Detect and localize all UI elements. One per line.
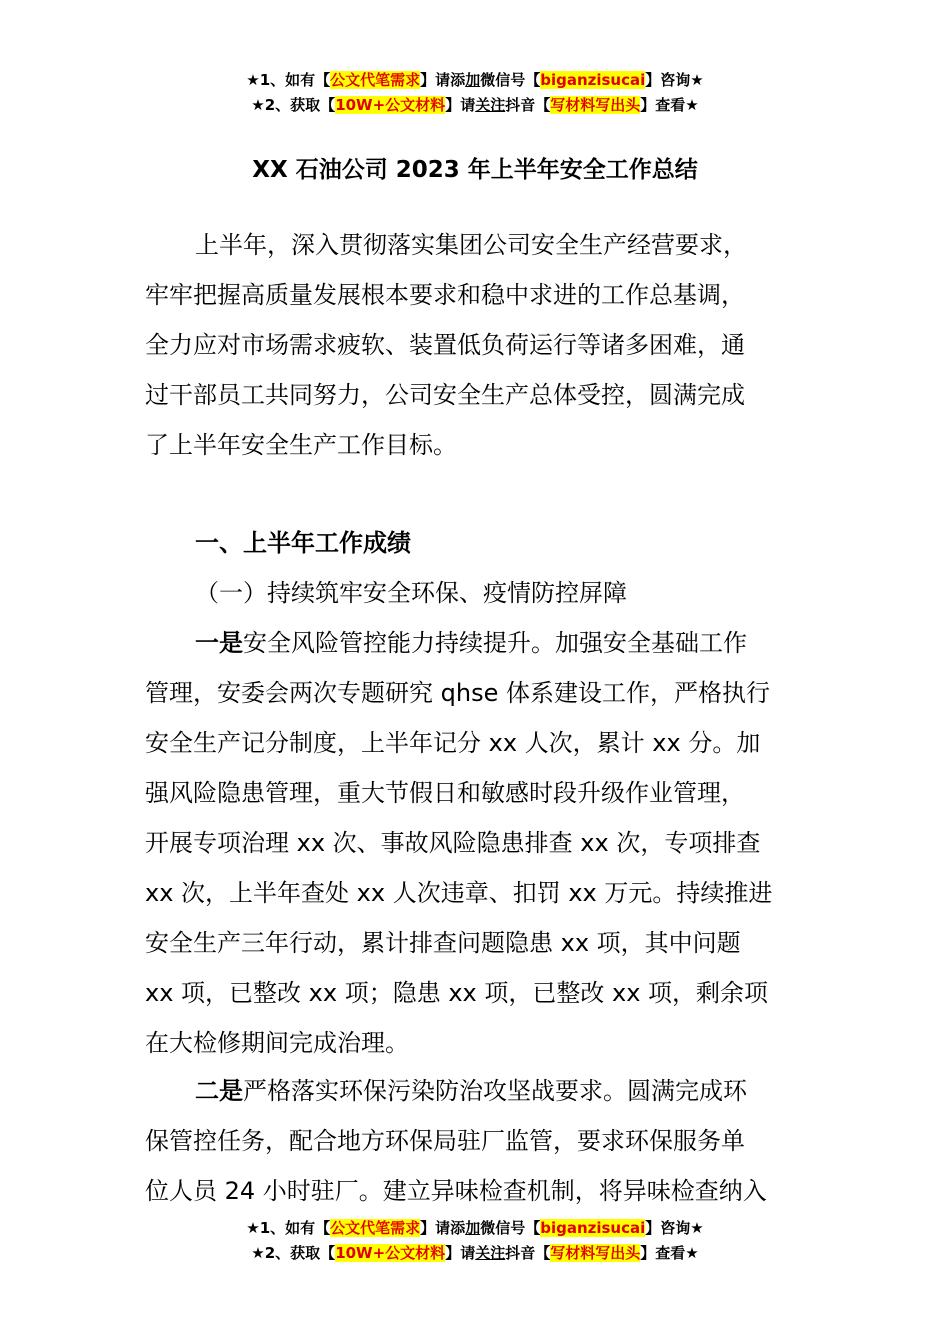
banner-text: 】请 <box>445 96 476 114</box>
text-segment: 安全风险管控能力持续提升。加强安全基础工作 <box>243 629 747 657</box>
banner-text: ★1、如有【 <box>246 71 331 89</box>
point-lead: 二是 <box>195 1077 243 1105</box>
banner-underline: 关注 <box>475 1244 506 1262</box>
text-line: 位人员 24 小时驻厂。建立异味检查机制，将异味检查纳入 <box>145 1177 767 1205</box>
point-one-paragraph <box>145 618 807 1068</box>
banner-line-1 <box>0 1216 950 1241</box>
banner-highlight: 写材料写出头 <box>550 96 641 114</box>
text-line: 了上半年安全生产工作目标。 <box>145 431 457 459</box>
point-lead: 一是 <box>195 629 243 657</box>
banner-text: ★1、如有【 <box>246 1219 331 1237</box>
text-line <box>145 1066 807 1116</box>
banner-text: 微信号【 <box>480 1219 541 1237</box>
banner-highlight: 公文代笔需求 <box>330 71 421 89</box>
banner-underline: 加 <box>465 1219 481 1237</box>
banner-text: 】请添 <box>420 71 466 89</box>
banner-text: 】咨询★ <box>645 71 704 89</box>
banner-text: 】查看★ <box>640 96 699 114</box>
text-line: 过干部员工共同努力，公司安全生产总体受控，圆满完成 <box>145 381 745 409</box>
banner-highlight: 10W+公文材料 <box>335 1244 446 1262</box>
banner-line-1 <box>0 68 950 93</box>
text-line: 管理，安委会两次专题研究 qhse 体系建设工作，严格执行 <box>145 679 770 707</box>
text-line: 全力应对市场需求疲软、装置低负荷运行等诸多困难，通 <box>145 331 745 359</box>
banner-text: ★2、获取【 <box>251 1244 336 1262</box>
point-two-paragraph <box>145 1066 807 1216</box>
text-line: 上半年，深入贯彻落实集团公司安全生产经营要求， <box>195 231 747 259</box>
header-banner <box>0 68 950 118</box>
banner-text: 抖音【 <box>505 1244 551 1262</box>
text-line: 开展专项治理 xx 次、事故风险隐患排查 xx 次，专项排查 <box>145 829 761 857</box>
text-line: 牢牢把握高质量发展根本要求和稳中求进的工作总基调， <box>145 281 745 309</box>
footer-banner <box>0 1216 950 1266</box>
banner-line-2 <box>0 1241 950 1266</box>
banner-highlight: 公文代笔需求 <box>330 1219 421 1237</box>
banner-highlight: 写材料写出头 <box>550 1244 641 1262</box>
text-line: 安全生产三年行动，累计排查问题隐患 xx 项，其中问题 <box>145 929 741 957</box>
banner-text: 】请添 <box>420 1219 466 1237</box>
banner-text: 】查看★ <box>640 1244 699 1262</box>
section-heading-text: 一、上半年工作成绩 <box>195 529 411 557</box>
subsection-heading-text: （一）持续筑牢安全环保、疫情防控屏障 <box>195 579 627 607</box>
text-line: xx 项，已整改 xx 项；隐患 xx 项，已整改 xx 项，剩余项 <box>145 979 769 1007</box>
text-segment: 严格落实环保污染防治攻坚战要求。圆满完成环 <box>243 1077 747 1105</box>
text-line: 保管控任务，配合地方环保局驻厂监管，要求环保服务单 <box>145 1127 745 1155</box>
banner-highlight: biganzisucai <box>540 1219 646 1237</box>
section-heading <box>145 518 807 568</box>
text-line: 安全生产记分制度，上半年记分 xx 人次，累计 xx 分。加 <box>145 729 761 757</box>
banner-text: ★2、获取【 <box>251 96 336 114</box>
banner-text: 抖音【 <box>505 96 551 114</box>
document-title: XX 石油公司 2023 年上半年安全工作总结 <box>252 157 698 183</box>
banner-text: 微信号【 <box>480 71 541 89</box>
banner-text: 】咨询★ <box>645 1219 704 1237</box>
intro-paragraph <box>145 220 807 470</box>
text-line: 强风险隐患管理，重大节假日和敏感时段升级作业管理， <box>145 779 745 807</box>
banner-highlight: 10W+公文材料 <box>335 96 446 114</box>
banner-underline: 加 <box>465 71 481 89</box>
banner-line-2 <box>0 93 950 118</box>
subsection-heading <box>145 568 807 618</box>
banner-text: 】请 <box>445 1244 476 1262</box>
text-line <box>145 618 807 668</box>
text-line: xx 次，上半年查处 xx 人次违章、扣罚 xx 万元。持续推进 <box>145 879 773 907</box>
text-line: 在大检修期间完成治理。 <box>145 1029 409 1057</box>
banner-underline: 关注 <box>475 96 506 114</box>
banner-highlight: biganzisucai <box>540 71 646 89</box>
